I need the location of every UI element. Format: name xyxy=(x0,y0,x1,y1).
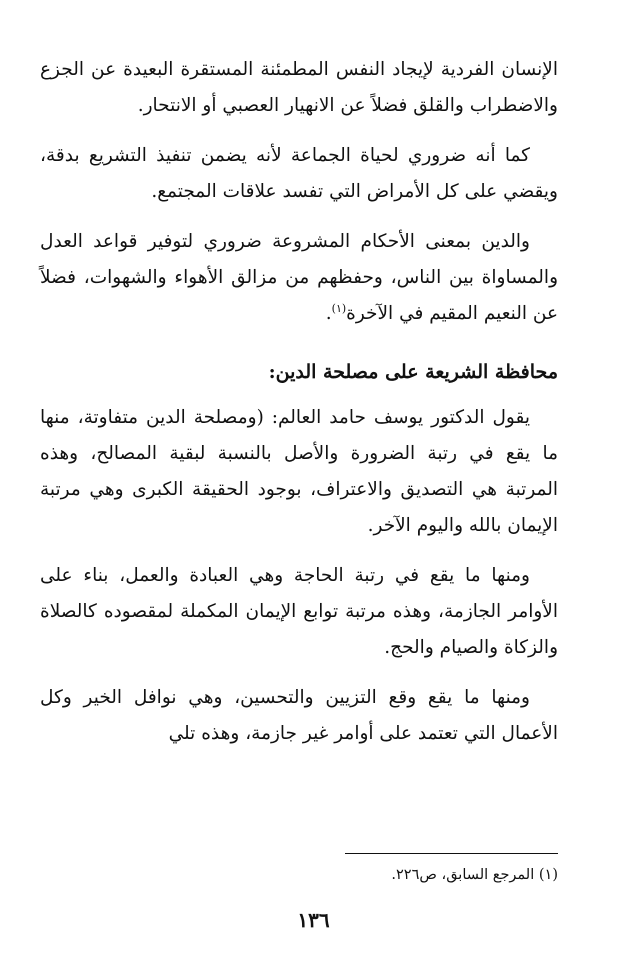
paragraph-4: يقول الدكتور يوسف حامد العالم: (ومصلحة الدين متفاوتة، منها ما يقع في رتبة الضرورة والأصل بالنسبة لبقية المصالح، وهذه المرتبة هي التصديق والاعتراف، بوجود الحقيقة الكبرى وهي مرتبة الإيمان بالله واليوم الآخر. xyxy=(40,407,558,536)
page-number: ١٣٦ xyxy=(297,908,330,932)
paragraph-6: ومنها ما يقع وقع التزيين والتحسين، وهي نوافل الخير وكل الأعمال التي تعتمد على أوامر غير جازمة، وهذه تلي xyxy=(40,687,558,744)
section-heading: محافظة الشريعة على مصلحة الدين: xyxy=(268,361,558,383)
paragraph-5: ومنها ما يقع في رتبة الحاجة وهي العبادة والعمل، بناء على الأوامر الجازمة، وهذه مرتبة توابع الإيمان المكملة لمقصوده كالصلاة والزكاة والصيام والحج. xyxy=(40,565,558,658)
paragraph-1: الإنسان الفردية لإيجاد النفس المطمئنة المستقرة البعيدة عن الجزع والاضطراب والقلق فضلاً عن الانهيار العصبي أو الانتحار. xyxy=(40,59,558,116)
paragraph-3-end: . xyxy=(325,303,332,324)
paragraph-2: كما أنه ضروري لحياة الجماعة لأنه يضمن تنفيذ التشريع بدقة، ويقضي على كل الأمراض التي تفسد علاقات المجتمع. xyxy=(40,145,558,202)
footnote: (١) المرجع السابق، ص٢٢٦. xyxy=(391,867,558,883)
footnote-separator xyxy=(345,853,558,854)
page-body xyxy=(40,52,558,766)
footnote-marker: (١) xyxy=(331,301,347,315)
paragraph-3-text: والدين بمعنى الأحكام المشروعة ضروري لتوفير قواعد العدل والمساواة بين الناس، وحفظهم من مزالق الأهواء والشهوات، فضلاً عن النعيم المقيم في الآخرة xyxy=(40,231,558,324)
paragraph-3 xyxy=(40,224,558,332)
